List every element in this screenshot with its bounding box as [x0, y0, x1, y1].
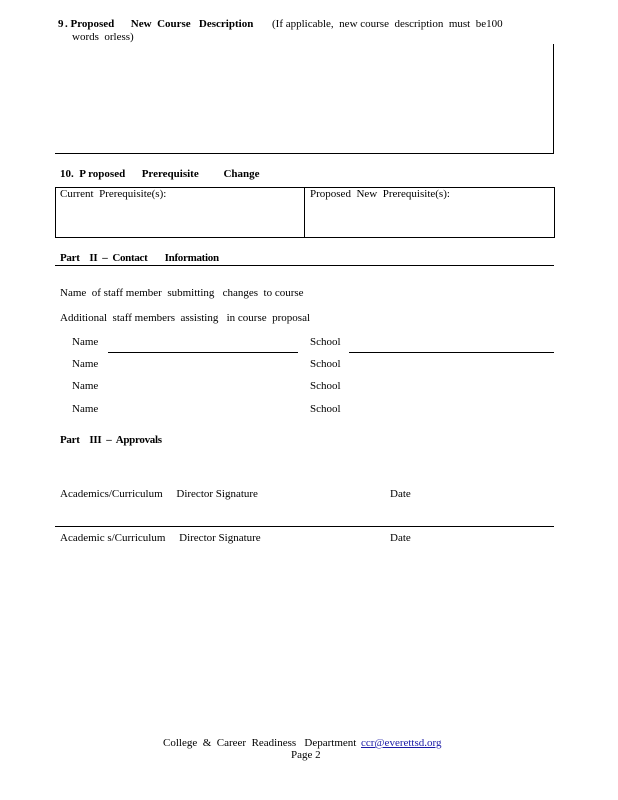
part2-title-rule — [55, 265, 554, 266]
section9-note-continued: words orless) — [72, 31, 134, 43]
signature2-label: Academic s/Curriculum Director Signature — [60, 532, 261, 544]
signature1-label: Academics/Curriculum Director Signature — [60, 488, 258, 500]
signature2-date-label: Date — [390, 532, 411, 544]
prerequisite-table-divider — [304, 187, 305, 237]
part2-title: Part II – Contact Information — [60, 252, 219, 264]
contact-school-label: School — [310, 403, 341, 415]
contact-school-field[interactable] — [349, 352, 554, 353]
signature1-line[interactable] — [55, 526, 554, 527]
additional-staff-label: Additional staff members assisting in course proposal — [60, 312, 311, 324]
contact-name-label: Name — [72, 336, 99, 348]
contact-school-label: School — [310, 358, 341, 370]
contact-name-field[interactable] — [108, 352, 298, 353]
contact-school-label: School — [310, 380, 341, 392]
current-prerequisite-field[interactable] — [57, 202, 302, 235]
current-prerequisite-label: Current Prerequisite(s): — [60, 188, 167, 200]
new-course-description-field[interactable] — [56, 44, 552, 152]
proposed-prerequisite-label: Proposed New Prerequisite(s): — [310, 188, 450, 200]
contact-name-label: Name — [72, 358, 99, 370]
section9-note: (If applicable, new course description must be100 — [272, 18, 503, 30]
footer-department: College & Career Readiness Department — [163, 737, 357, 749]
staff-submitting-label: Name of staff member submitting changes to course — [60, 287, 304, 299]
section9-box-right-border — [553, 44, 554, 154]
proposed-prerequisite-field[interactable] — [306, 202, 552, 235]
part3-title: Part III – Approvals — [60, 434, 162, 446]
footer-email-link[interactable]: ccr@everettsd.org — [361, 737, 442, 749]
section9-number: 9 — [58, 18, 64, 30]
section9-box-bottom-border — [55, 153, 554, 154]
contact-school-label: School — [310, 336, 341, 348]
contact-name-label: Name — [72, 380, 99, 392]
contact-name-label: Name — [72, 403, 99, 415]
footer-page-number: Page 2 — [291, 749, 321, 761]
signature1-date-label: Date — [390, 488, 411, 500]
section10-title: 10. P roposed Prerequisite Change — [60, 168, 260, 180]
section9-title: . Proposed New Course Description — [65, 18, 254, 30]
